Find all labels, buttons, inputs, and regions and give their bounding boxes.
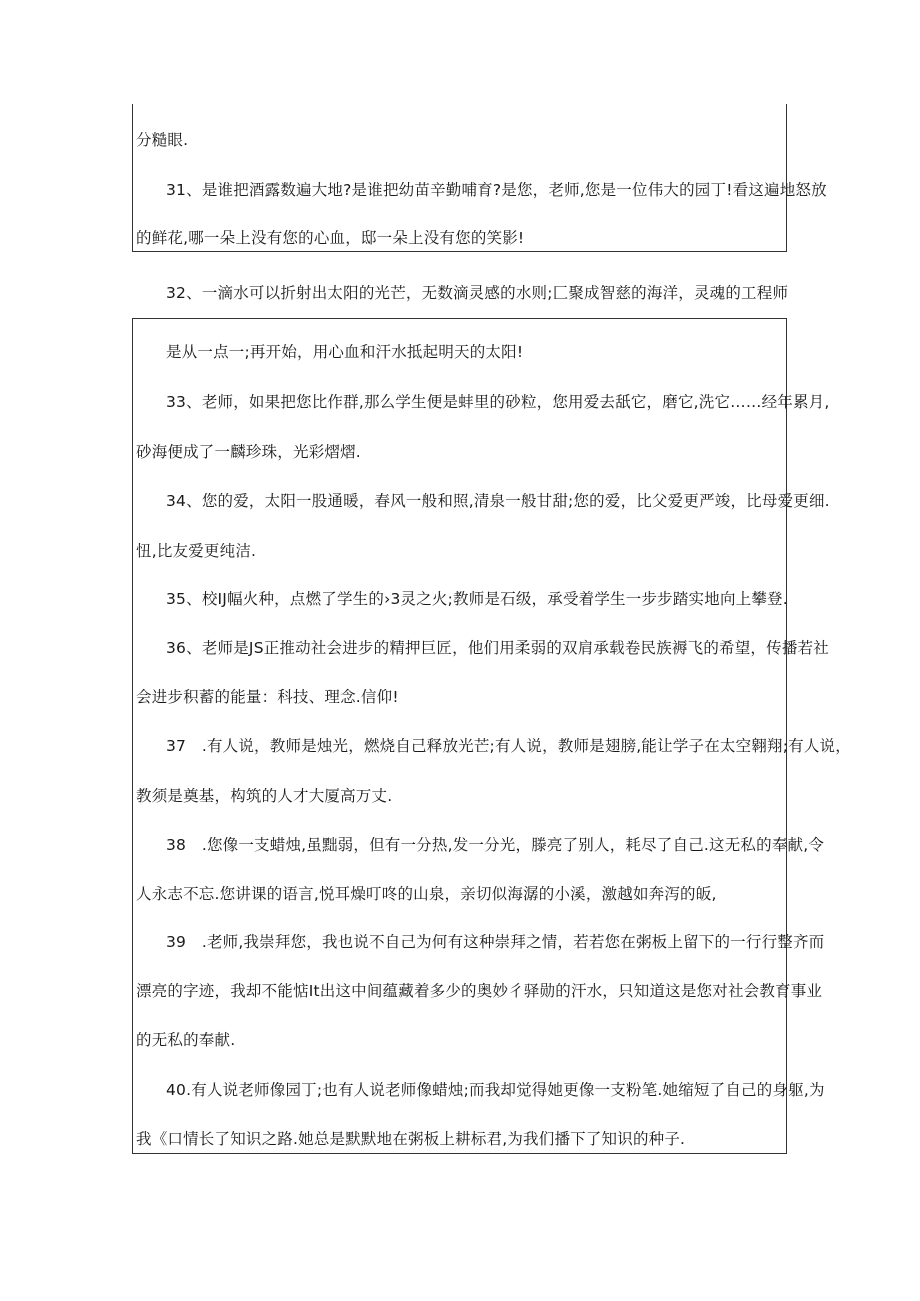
- text-line: 教须是奠基，构筑的人才大厦高万丈.: [136, 787, 393, 805]
- text-line: 40.有人说老师像园丁;也有人说老师像蜡烛;而我却觉得她更像一支粉笔.她缩短了自己的身躯,为: [166, 1081, 825, 1099]
- text-line: 36、老师是JS正推动社会进步的精押巨匠，他们用柔弱的双肩承载卷民族褥飞的希望，传播若社: [166, 639, 829, 657]
- text-line: 32、一滴水可以折射出太阳的光芒，无数滴灵感的水则;匚聚成智慈的海洋，灵魂的工程师: [166, 284, 789, 302]
- text-line: 的鲜花,哪一朵上没有您的心血，邸一朵上没有您的笑影!: [136, 229, 525, 247]
- text-line: 的无私的奉献.: [136, 1031, 236, 1049]
- text-line: 37 .有人说，教师是烛光，燃烧自己释放光芒;有人说，教师是翅膀,能让学子在太空翱翔;有人说，: [166, 737, 851, 755]
- text-line: 人永志不忘.您讲课的语言,悦耳燥叮咚的山泉，亲切似海潺的小溪，激越如奔泻的皈,: [136, 885, 717, 903]
- text-line: 忸,比友爱更纯洁.: [136, 542, 257, 560]
- text-line: 33、老师，如果把您比作群,那么学生便是蚌里的砂粒，您用爱去舐它，磨它,洗它……经年累月,: [166, 393, 830, 411]
- text-line: 会进步积蓄的能量：科技、理念.信仰!: [136, 688, 399, 706]
- text-line: 31、是谁把酒露数遍大地?是谁把幼苗辛勤哺育?是您，老师,您是一位伟大的园丁!看这遍地怒放: [166, 181, 827, 199]
- text-line: 砂海便成了一麟珍珠，光彩熠熠.: [136, 443, 361, 461]
- text-line: 34、您的爱，太阳一股通暖，春风一般和照,清泉一般甘甜;您的爱，比父爱更严竣，比母爱更细.: [166, 492, 830, 510]
- text-line: 39 .老师,我崇拜您，我也说不自己为何有这种崇拜之情，若若您在粥板上留下的一行行整齐而: [166, 933, 825, 951]
- text-line: 35、校IJ幅火种，点燃了学生的›3灵之火;教师是石级，承受着学生一步步踏实地向上攀登.: [166, 590, 788, 608]
- text-line: 分糙眼.: [136, 131, 189, 149]
- text-line: 是从一点一;再开始，用心血和汗水抵起明天的太阳!: [166, 343, 524, 361]
- text-line: 漂亮的字迹，我却不能惦It出这中间蕴藏着多少的奥妙彳驿勋的汗水，只知道这是您对社会教育事业: [136, 982, 823, 1000]
- text-line: 38 .您像一支蜡烛,虽黜弱，但有一分热,发一分光，滕亮了别人，耗尽了自己.这无私的奉献,令: [166, 836, 825, 854]
- text-line: 我《口情长了知识之路.她总是默默地在粥板上耕标君,为我们播下了知识的种子.: [136, 1130, 686, 1148]
